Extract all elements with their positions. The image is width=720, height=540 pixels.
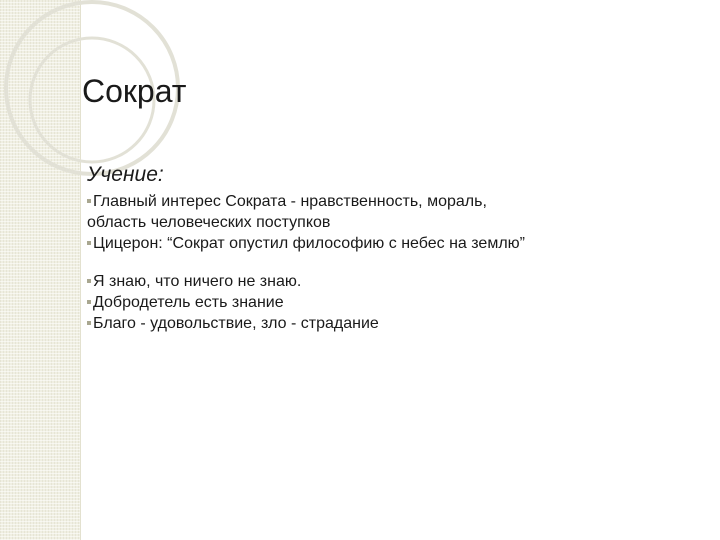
list-item [87, 313, 687, 334]
list-item-text: область человеческих поступков [87, 214, 331, 231]
slide-title: Сократ [82, 73, 187, 109]
band-divider [80, 0, 81, 540]
list-item-text: Благо - удовольствие, зло - страдание [93, 315, 379, 332]
bullet-marker [87, 241, 91, 245]
bullet-list [87, 191, 687, 334]
list-item [87, 191, 687, 212]
list-item-text: Цицерон: “Сократ опустил философию с небес на землю” [93, 235, 525, 252]
bullet-marker [87, 321, 91, 325]
decorative-band [0, 0, 80, 540]
slide-subtitle: Учение: [87, 163, 164, 186]
slide-content [87, 162, 687, 334]
bullet-marker [87, 300, 91, 304]
list-item [87, 233, 687, 254]
list-item-continuation [87, 212, 687, 233]
bullet-marker [87, 199, 91, 203]
list-item [87, 271, 687, 292]
list-item-text: Я знаю, что ничего не знаю. [93, 273, 302, 290]
list-item-text: Главный интерес Сократа - нравственность, мораль, [93, 193, 487, 210]
list-item-text: Добродетель есть знание [93, 294, 284, 311]
bullet-marker [87, 279, 91, 283]
list-item [87, 292, 687, 313]
